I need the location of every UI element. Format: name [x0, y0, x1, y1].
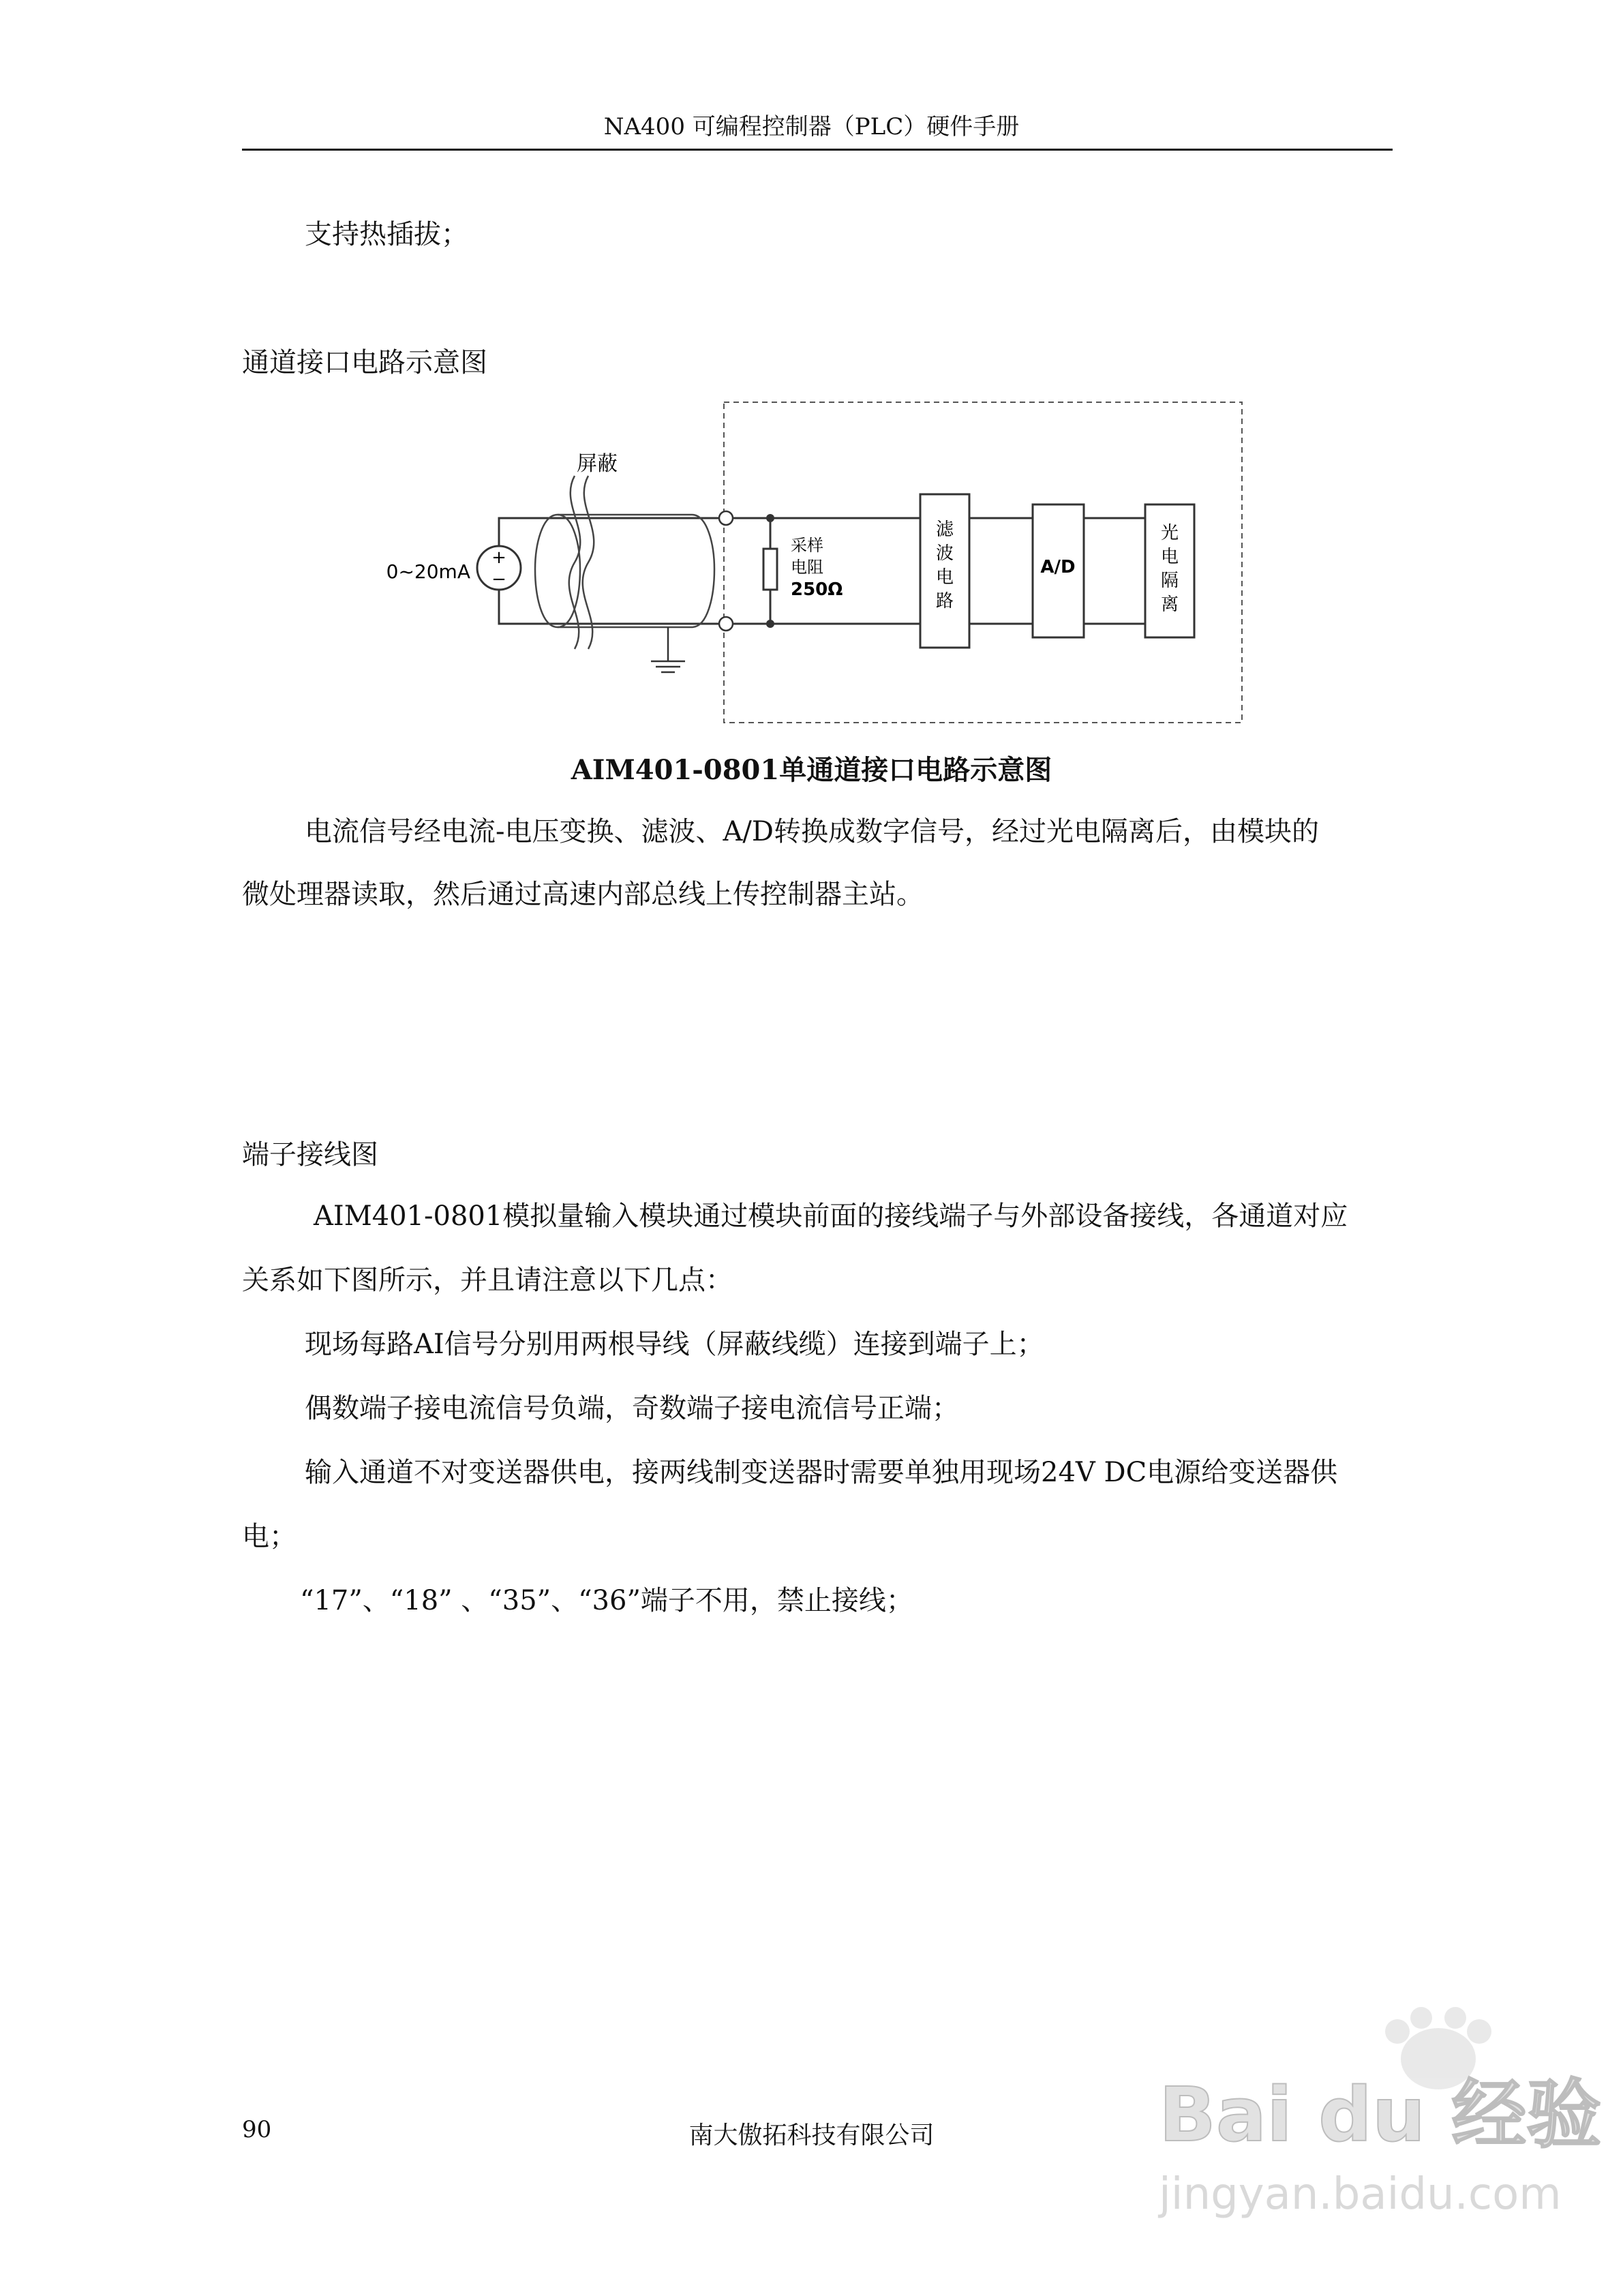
resistor-label-line1: 采样: [791, 536, 823, 555]
terminal-bottom: [719, 617, 733, 631]
filter-char-2: 波: [935, 543, 954, 564]
footer-company: 南大傲拓科技有限公司: [688, 2121, 935, 2149]
wiring-intro-line-1: AIM401-0801模拟量输入模块通过模块前面的接线端子与外部设备接线，各通道对应: [314, 1200, 1348, 1232]
filter-char-3: 电: [935, 567, 954, 588]
section-heading-wiring: 端子接线图: [242, 1139, 378, 1170]
page-number: 90: [242, 2116, 272, 2143]
header-divider: [242, 149, 1393, 151]
sampling-resistor: [763, 549, 777, 590]
source-plus-sign: +: [491, 547, 506, 568]
shield-label: 屏蔽: [577, 452, 618, 476]
filter-char-1: 滤: [935, 519, 954, 540]
isolation-char-3: 隔: [1160, 571, 1179, 591]
source-minus-sign: −: [491, 569, 506, 590]
baidu-watermark: [1118, 2011, 1602, 2229]
terminal-top: [719, 511, 733, 525]
wire-bottom: [499, 590, 721, 624]
figure-caption: AIM401-0801单通道接口电路示意图: [571, 754, 1052, 786]
wiring-note-1: 现场每路AI信号分别用两根导线（屏蔽线缆）连接到端子上；: [305, 1329, 1044, 1360]
resistor-value: 250Ω: [791, 579, 843, 600]
wiring-intro-line-2: 关系如下图所示，并且请注意以下几点：: [242, 1265, 733, 1296]
source-label: 0~20mA: [386, 560, 470, 583]
watermark-url: jingyan.baidu.com: [1159, 2169, 1562, 2220]
description-line-2: 微处理器读取，然后通过高速内部总线上传控制器主站。: [242, 879, 924, 910]
section-heading-circuit: 通道接口电路示意图: [242, 347, 487, 378]
isolation-char-2: 电: [1160, 547, 1179, 567]
resistor-label-line2: 电阻: [791, 558, 823, 577]
ground-icon: [651, 661, 685, 672]
paragraph-hot-plug: 支持热插拔；: [305, 219, 468, 250]
description-line-1: 电流信号经电流-电压变换、滤波、A/D转换成数字信号，经过光电隔离后，由模块的: [305, 816, 1319, 847]
ad-label: A/D: [1040, 557, 1076, 577]
circuit-diagram: [382, 395, 1268, 736]
filter-char-4: 路: [935, 591, 954, 611]
isolation-char-1: 光: [1160, 523, 1179, 543]
wiring-note-3-line-1: 输入通道不对变送器供电，接两线制变送器时需要单独用现场24V DC电源给变送器供: [305, 1457, 1338, 1488]
isolation-char-4: 离: [1160, 594, 1179, 615]
wiring-note-3-line-2: 电；: [242, 1521, 297, 1552]
wiring-note-4: “17”、“18” 、“35”、“36”端子不用，禁止接线；: [300, 1585, 913, 1616]
header-title: NA400 可编程控制器（PLC）硬件手册: [603, 113, 1020, 140]
watermark-logo: Bai du 经验: [1159, 2071, 1602, 2158]
wiring-note-2: 偶数端子接电流信号负端，奇数端子接电流信号正端；: [305, 1393, 959, 1424]
wire-top: [499, 518, 721, 546]
shield-cable: [535, 515, 714, 627]
